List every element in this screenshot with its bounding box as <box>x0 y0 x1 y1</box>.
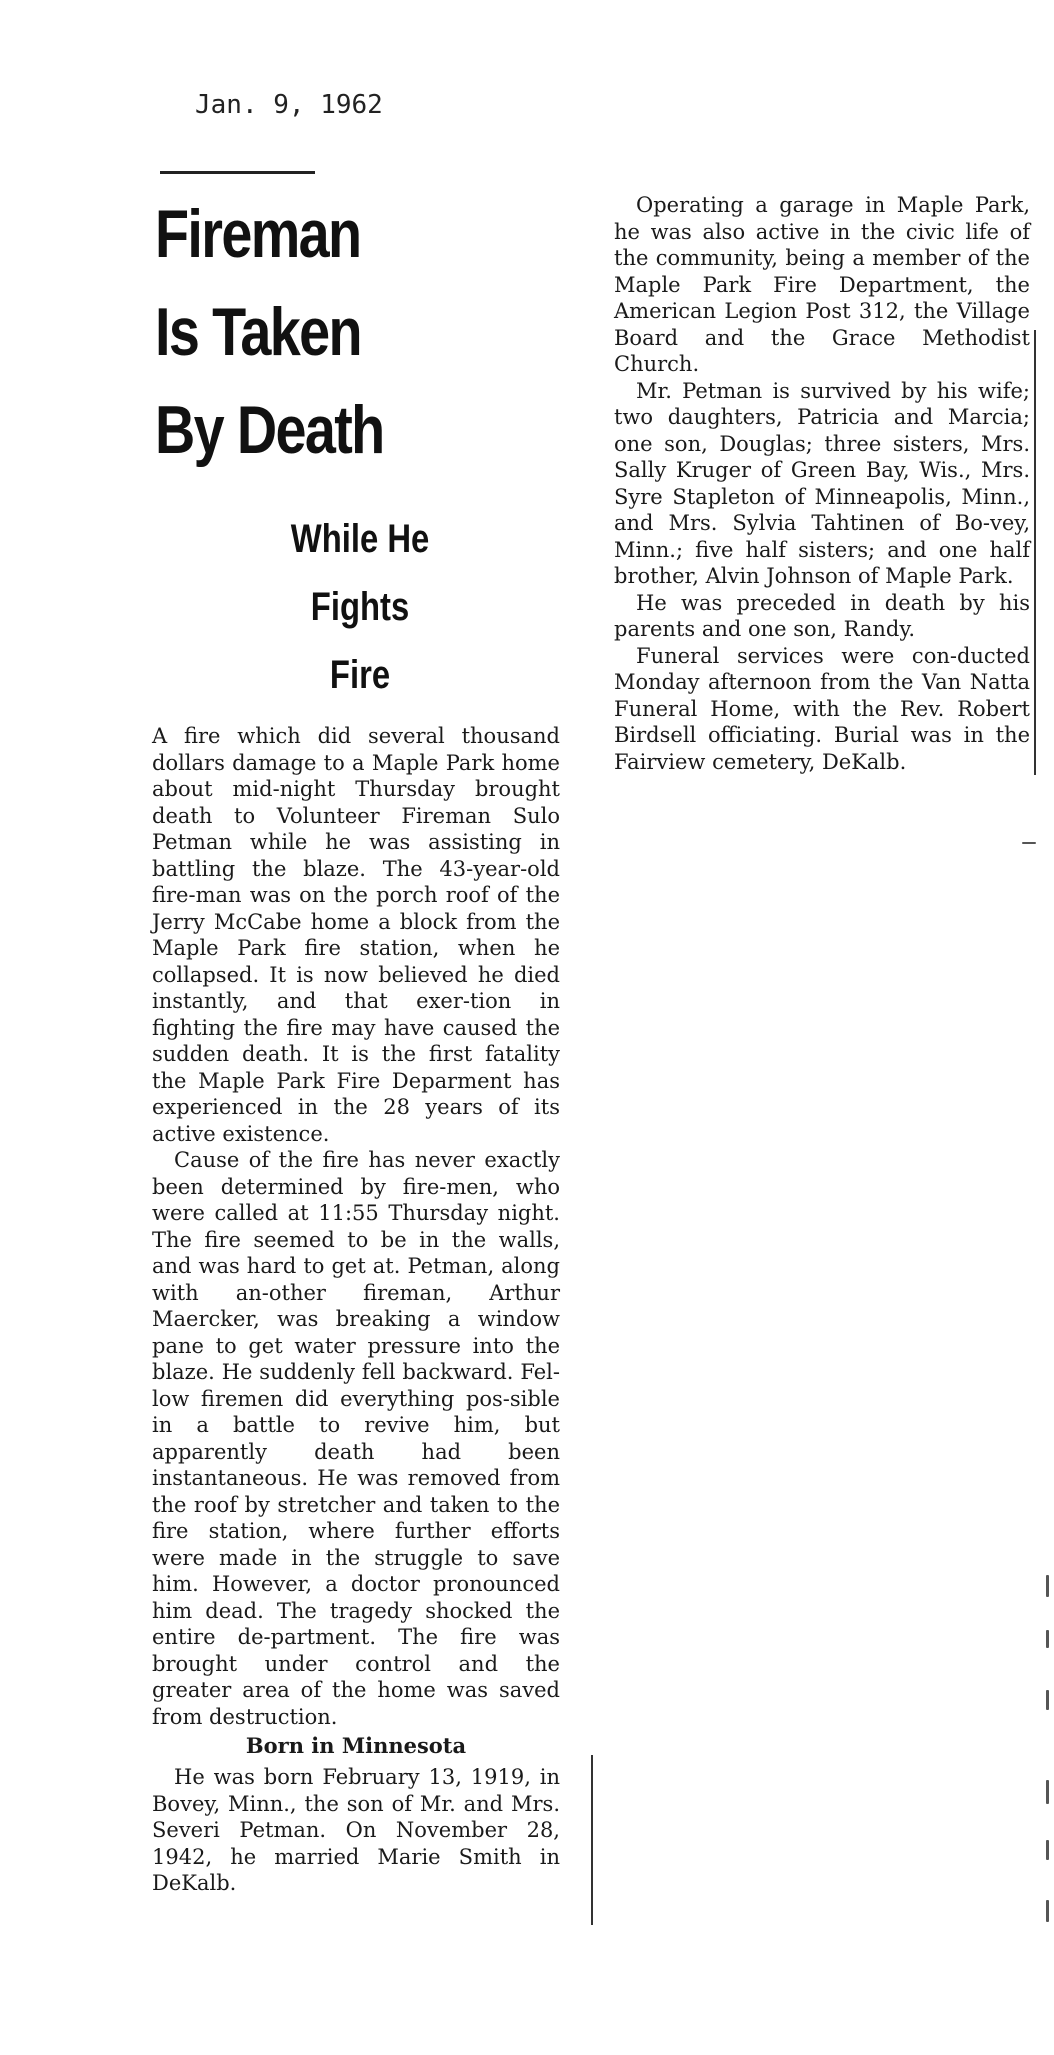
scan-speck <box>1046 1840 1049 1860</box>
column-edge-line <box>591 1755 593 1925</box>
article-column-left <box>152 723 560 1897</box>
scan-speck <box>1046 1780 1049 1804</box>
headline-line-1: Fireman <box>155 196 361 272</box>
headline-rule <box>160 171 315 174</box>
column-edge-line <box>1034 330 1036 775</box>
headline <box>155 185 401 479</box>
scan-speck <box>1046 1575 1049 1597</box>
scan-speck <box>1046 1630 1049 1648</box>
scan-speck <box>1046 1690 1049 1710</box>
article-paragraph: He was born February 13, 1919, in Bovey, Minn., the son of Mr. and Mrs. Severi Petman. On November 28, 1942, he married Marie Smith in DeKalb. <box>152 1765 560 1895</box>
scan-speck <box>1046 1900 1049 1922</box>
article-paragraph: He was preceded in death by his parents and one son, Randy. <box>614 590 1030 641</box>
subhead-line-3: Fire <box>329 653 391 697</box>
headline-line-2: Is Taken <box>155 294 361 370</box>
headline-line-3: By Death <box>155 392 384 468</box>
article-paragraph: Funeral services were con-ducted Monday afternoon from the Van Natta Funeral Home, with the Rev. Robert Birdsell officiating. Burial was in the Fairview cemetery, DeKalb. <box>614 643 1030 774</box>
article-paragraph: Operating a garage in Maple Park, he was also active in the civic life of the community, being a member of the Maple Park Fire Department, the American Legion Post 312, the Village Board and the Grace Methodist Church. <box>614 193 1030 376</box>
article-paragraph: Cause of the fire has never exactly been determined by fire-men, who were called at 11:55 Thursday night. The fire seemed to be in the walls, and was hard to get at. Petman, along with an-other fireman, Arthur Maercker, was breaking a window pane to get water pressure into the blaze. He suddenly fell backward. Fel-low firemen did everything pos-sible in a battle to revive him, but apparently death had been instantaneous. He was removed from the roof by stretcher and taken to the fire station, where further efforts were made in the struggle to save him. However, a doctor pronounced him dead. The tragedy shocked the entire de-partment. The fire was brought under control and the greater area of the home was saved from destruction. <box>152 1148 560 1729</box>
subhead-line-2: Fights <box>310 585 410 629</box>
scan-speck <box>1022 842 1036 844</box>
subheadline <box>237 505 483 709</box>
crosshead: Born in Minnesota <box>245 1733 467 1758</box>
subhead-line-1: While He <box>290 517 430 561</box>
article-paragraph: Mr. Petman is survived by his wife; two daughters, Patricia and Marcia; one son, Douglas; three sisters, Mrs. Sally Kruger of Green Bay, Wis., Mrs. Syre Stapleton of Minneapolis, Minn., and Mrs. Sylvia Tahtinen of Bo-vey, Minn.; five half sisters; and one half brother, Alvin Johnson of Maple Park. <box>614 378 1030 588</box>
dateline: Jan. 9, 1962 <box>195 90 383 120</box>
article-paragraph: A fire which did several thousand dollars damage to a Maple Park home about mid-night Thursday brought death to Volunteer Fireman Sulo Petman while he was assisting in battling the blaze. The 43-year-old fire-man was on the porch roof of the Jerry McCabe home a block from the Maple Park fire station, when he collapsed. It is now believed he died instantly, and that exer-tion in fighting the fire may have caused the sudden death. It is the first fatality the Maple Park Fire Deparment has experienced in the 28 years of its active existence. <box>152 724 560 1146</box>
article-column-right <box>614 192 1030 775</box>
